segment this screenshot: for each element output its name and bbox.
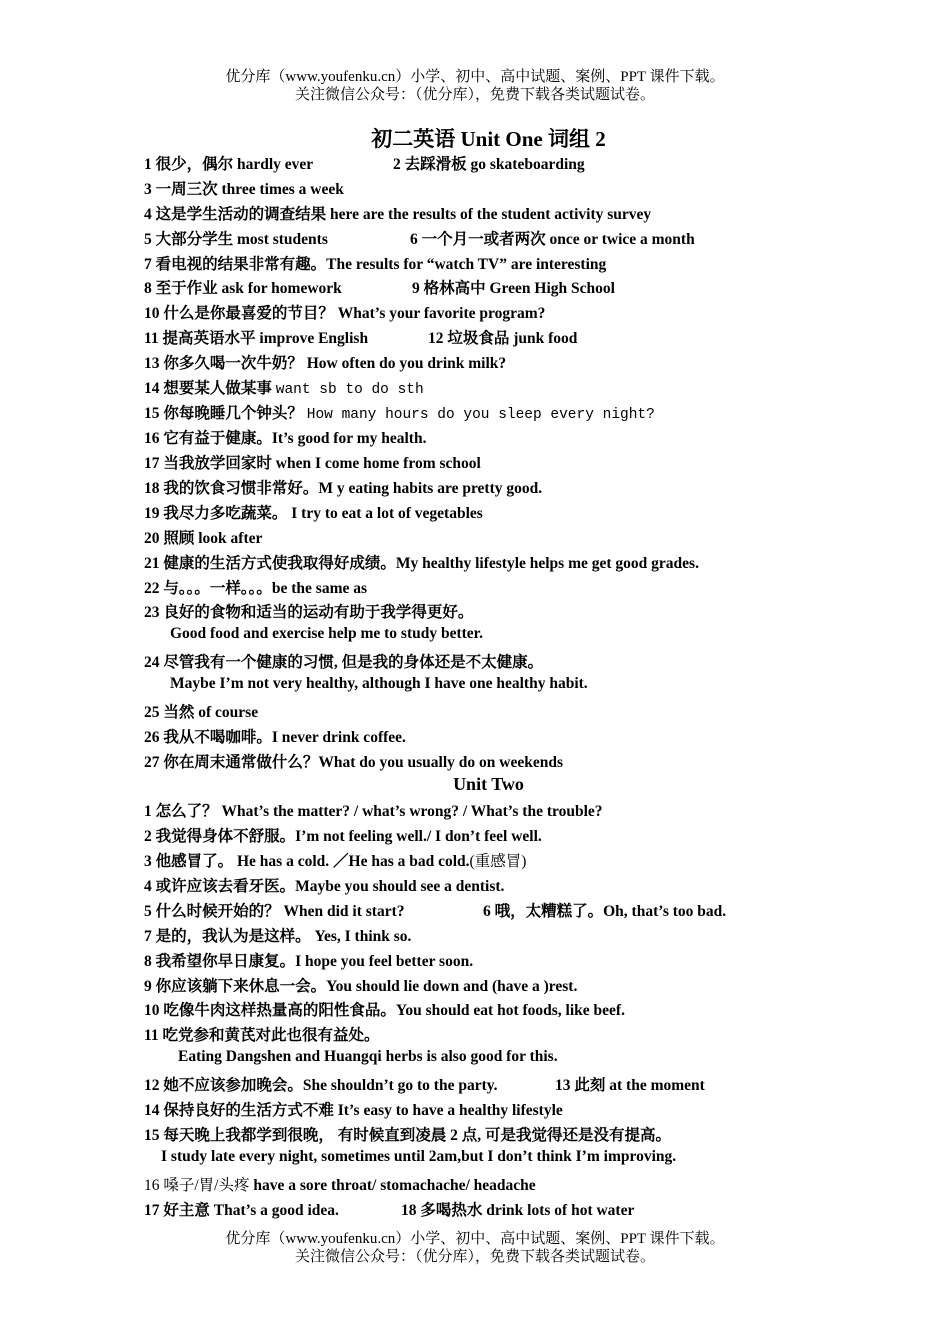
u1-item-15-en: How many hours do you sleep every night? — [306, 407, 655, 423]
u1-item-25: 25 当然 of course — [144, 704, 259, 721]
u2-item-17: 17 好主意 That’s a good idea. — [144, 1202, 339, 1219]
u2-item-16-cn: 16 嗓子/胃/头疼 — [144, 1177, 250, 1194]
unit-two-title: Unit Two — [453, 774, 524, 794]
u2-item-14: 14 保持良好的生活方式不难 It’s easy to have a healthy lifestyle — [144, 1102, 563, 1119]
u1-item-6: 6 一个月一或者两次 once or twice a month — [410, 231, 695, 248]
header-line-1: 优分库（www.youfenku.cn）小学、初中、高中试题、案例、PPT 课件下载。 — [225, 69, 725, 85]
u1-item-11: 11 提高英语水平 improve English — [144, 330, 369, 347]
u1-item-4: 4 这是学生活动的调查结果 here are the results of the student activity survey — [144, 206, 652, 223]
u2-item-4: 4 或许应该去看牙医。Maybe you should see a dentist. — [144, 878, 505, 895]
footer-line-2: 关注微信公众号：（优分库），免费下载各类试题试卷。 — [294, 1249, 655, 1265]
u2-item-15: 15 每天晚上我都学到很晚， 有时候直到凌晨 2 点, 可是我觉得还是没有提高。 — [144, 1127, 672, 1144]
u1-item-24: 24 尽管我有一个健康的习惯, 但是我的身体还是不太健康。 — [144, 654, 544, 671]
u2-item-6: 6 哦，太糟糕了。Oh, that’s too bad. — [483, 903, 727, 920]
u2-item-16-en: have a sore throat/ stomachache/ headache — [253, 1177, 536, 1194]
u2-item-13: 13 此刻 at the moment — [555, 1077, 705, 1094]
u2-item-9: 9 你应该躺下来休息一会。You should lie down and (have a )rest. — [144, 978, 578, 995]
u1-item-7: 7 看电视的结果非常有趣。The results for “watch TV” are interesting — [144, 256, 607, 273]
u1-item-14-en: want sb to do sth — [275, 382, 424, 398]
u2-item-18: 18 多喝热水 drink lots of hot water — [401, 1202, 635, 1219]
u1-item-15 — [144, 401, 655, 423]
u2-item-5: 5 什么时候开始的？ When did it start? — [144, 903, 405, 920]
u2-item-7: 7 是的，我认为是这样。 Yes, I think so. — [144, 928, 412, 945]
u1-item-14 — [144, 376, 424, 398]
u1-item-9: 9 格林高中 Green High School — [412, 280, 615, 297]
u1-item-10: 10 什么是你最喜爱的节目？ What’s your favorite program? — [144, 305, 546, 322]
u1-item-24-en: Maybe I’m not very healthy, although I have one healthy habit. — [170, 675, 588, 692]
u1-item-2: 2 去踩滑板 go skateboarding — [393, 156, 585, 173]
u1-item-1: 1 很少，偶尔 hardly ever — [144, 156, 314, 173]
u2-item-3-note: (重感冒) — [469, 853, 527, 870]
u1-item-19: 19 我尽力多吃蔬菜。 I try to eat a lot of vegetables — [144, 505, 483, 522]
u1-item-13: 13 你多久喝一次牛奶？ How often do you drink milk? — [144, 355, 507, 372]
u2-item-16 — [144, 1173, 536, 1195]
u1-item-5: 5 大部分学生 most students — [144, 231, 328, 248]
u1-item-18: 18 我的饮食习惯非常好。M y eating habits are pretty good. — [144, 480, 543, 497]
u2-item-2: 2 我觉得身体不舒服。I’m not feeling well./ I don’t feel well. — [144, 828, 542, 845]
u2-item-12: 12 她不应该参加晚会。She shouldn’t go to the party. — [144, 1077, 498, 1094]
u1-item-17: 17 当我放学回家时 when I come home from school — [144, 455, 481, 472]
footer-line-1: 优分库（www.youfenku.cn）小学、初中、高中试题、案例、PPT 课件下载。 — [225, 1231, 725, 1247]
u1-item-27: 27 你在周末通常做什么？What do you usually do on weekends — [144, 754, 564, 771]
u1-item-8: 8 至于作业 ask for homework — [144, 280, 342, 297]
u1-item-12: 12 垃圾食品 junk food — [428, 330, 578, 347]
u2-item-1: 1 怎么了？ What’s the matter? / what’s wrong? / What’s the trouble? — [144, 803, 603, 820]
u1-item-15-cn: 15 你每晚睡几个钟头？ — [144, 405, 303, 422]
u1-item-3: 3 一周三次 three times a week — [144, 181, 344, 198]
u1-item-22: 22 与。。。一样。。。be the same as — [144, 580, 368, 597]
header-line-2: 关注微信公众号：（优分库），免费下载各类试题试卷。 — [294, 87, 655, 103]
u1-item-23-en: Good food and exercise help me to study better. — [170, 625, 484, 642]
u1-item-16: 16 它有益于健康。It’s good for my health. — [144, 430, 427, 447]
u2-item-3 — [144, 849, 526, 871]
u1-item-23: 23 良好的食物和适当的运动有助于我学得更好。 — [144, 604, 474, 621]
u1-item-26: 26 我从不喝咖啡。I never drink coffee. — [144, 729, 406, 746]
page-title: 初二英语 Unit One 词组 2 — [371, 127, 606, 151]
u2-item-11: 11 吃党参和黄芪对此也很有益处。 — [144, 1027, 380, 1044]
u1-item-14-cn: 14 想要某人做某事 — [144, 380, 272, 397]
u1-item-21: 21 健康的生活方式使我取得好成绩。My healthy lifestyle helps me get good grades. — [144, 555, 699, 572]
u2-item-15-en: I study late every night, sometimes until 2am,but I don’t think I’m improving. — [161, 1148, 677, 1165]
u1-item-20: 20 照顾 look after — [144, 530, 263, 547]
u2-item-3-main: 3 他感冒了。 He has a cold. ／He has a bad cold. — [144, 853, 470, 870]
u2-item-11-en: Eating Dangshen and Huangqi herbs is also good for this. — [178, 1048, 558, 1065]
u2-item-10: 10 吃像牛肉这样热量高的阳性食品。You should eat hot foods, like beef. — [144, 1002, 625, 1019]
u2-item-8: 8 我希望你早日康复。I hope you feel better soon. — [144, 953, 474, 970]
